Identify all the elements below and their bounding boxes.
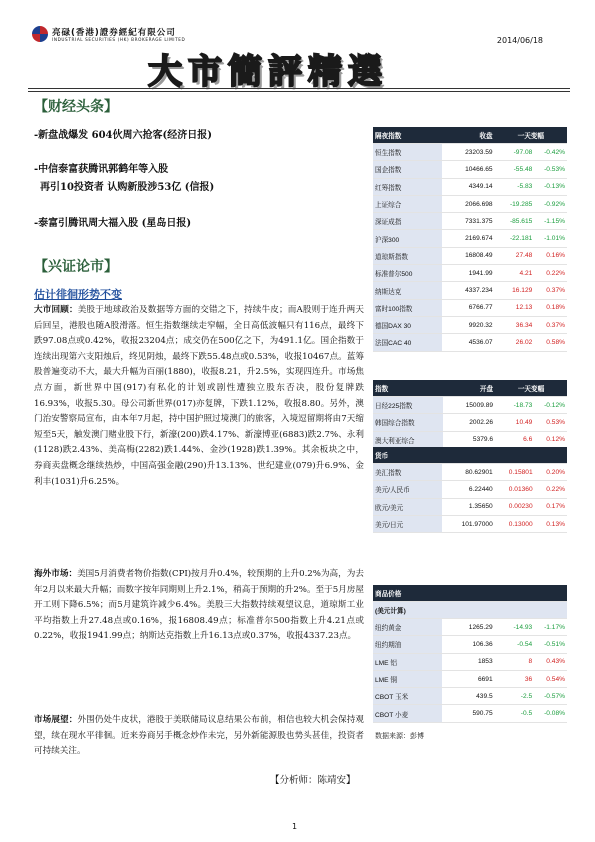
row-name: 深证成指 xyxy=(373,213,442,230)
row-percent: -0.92% xyxy=(534,195,567,212)
row-value: 16808.49 xyxy=(442,247,494,264)
table-row xyxy=(373,195,567,212)
overseas-market-text: 美国5月消费者物价指数(CPI)按月升0.4%，较预期的上升0.2%为高，为去年2月以来最大升幅；而数字按年同期则上升2.1%，稍高于预期的升2%。至于5月房屋开工则下降6.5%；而5月建筑许减少6.4%。美股三大指数持续观望议息，道琼斯工业平均指数上升27.48点或0.16%，报16808.49点；标准普尔500指数上升4.21点或0.22%，收报1941.99点；纳斯达克指数上升16.13点或0.37%，收报4337.23点。 xyxy=(34,569,364,642)
row-change: -18.73 xyxy=(495,397,534,414)
row-change: 0.13000 xyxy=(495,515,535,532)
headline-2-continued: 再引10投资者 认购新股涉53亿 (信报) xyxy=(40,182,215,193)
row-name: CBOT 小麦 xyxy=(373,705,442,722)
row-change: -5.83 xyxy=(495,178,535,195)
subheader-cell: (美元计算) xyxy=(373,602,567,619)
row-change: -2.5 xyxy=(495,688,535,705)
row-percent: -1.15% xyxy=(534,213,567,230)
row-change: 26.02 xyxy=(495,334,535,351)
row-change: -22.181 xyxy=(495,230,535,247)
row-percent: -0.08% xyxy=(534,705,567,722)
row-percent: 0.12% xyxy=(534,431,567,448)
table-row xyxy=(373,265,567,282)
header-cell: 一天变幅 xyxy=(495,380,567,397)
row-name: 美汇指数 xyxy=(373,464,442,481)
row-name: 韩国综合指数 xyxy=(373,414,443,431)
row-name: 澳大利亚综合 xyxy=(373,431,443,448)
closing-indices-table xyxy=(373,127,567,352)
table-row xyxy=(373,213,567,230)
row-name: 道琼斯指数 xyxy=(373,247,442,264)
row-percent: -0.42% xyxy=(534,144,567,161)
header-cell: 指数 xyxy=(373,380,443,397)
opening-rows xyxy=(373,397,567,449)
row-percent: 0.37% xyxy=(534,282,567,299)
commodities-table xyxy=(373,585,567,723)
row-change: -85.615 xyxy=(495,213,535,230)
table-header xyxy=(373,127,567,144)
row-percent: 0.22% xyxy=(534,265,567,282)
company-logo-icon xyxy=(32,26,48,42)
row-value: 1.35650 xyxy=(442,498,495,515)
row-percent: 0.16% xyxy=(534,247,567,264)
outlook-text: 外围仍处牛皮状，港股于美联储局议息结果公布前，相信也较大机会保持观望，续在现水平徘徊。近来券商另手概念炒作未完，另外新能源股也势头甚佳，投资者可持续关注。 xyxy=(34,715,364,757)
table-row xyxy=(373,282,567,299)
row-name: 上证综合 xyxy=(373,195,442,212)
overseas-market-label: 海外市场： xyxy=(34,569,78,579)
headline-2: -中信泰富获腾讯郭鹤年等入股 xyxy=(34,164,169,175)
section-title-finance: 【财经头条】 xyxy=(34,99,118,115)
row-percent: 0.43% xyxy=(534,653,567,670)
row-change: 0.15801 xyxy=(495,464,535,481)
header-cell: 商品价格 xyxy=(373,585,567,602)
row-change: 8 xyxy=(495,653,535,670)
table-row xyxy=(373,464,567,481)
row-value: 10466.65 xyxy=(442,161,494,178)
row-percent: 0.17% xyxy=(535,498,567,515)
table-row xyxy=(373,178,567,195)
header-cell: 一天变幅 xyxy=(495,127,567,144)
page-title: 大市簡評精選 xyxy=(148,52,388,92)
row-value: 1265.29 xyxy=(442,619,494,636)
closing-rows xyxy=(373,144,567,352)
row-value: 4349.14 xyxy=(442,178,494,195)
row-name: 国企指数 xyxy=(373,161,442,178)
table-row xyxy=(373,431,567,448)
table-subheader xyxy=(373,602,567,619)
row-name: 红筹指数 xyxy=(373,178,442,195)
row-name: 日经225指数 xyxy=(373,397,443,414)
header-cell: 开盘 xyxy=(443,380,495,397)
header-divider-2 xyxy=(28,91,570,92)
table-row xyxy=(373,619,567,636)
row-change: 16.129 xyxy=(495,282,535,299)
analyst-signature: 【分析师：陈靖安】 xyxy=(270,775,356,786)
headline-1: -新盘战爆发 604伙周六抢客(经济日报) xyxy=(34,130,212,141)
row-change: 4.21 xyxy=(495,265,535,282)
commodity-rows xyxy=(373,619,567,723)
row-change: -14.93 xyxy=(495,619,535,636)
row-percent: 0.18% xyxy=(534,299,567,316)
row-percent: -1.01% xyxy=(534,230,567,247)
row-name: 法国CAC 40 xyxy=(373,334,442,351)
outlook-label: 市场展望： xyxy=(34,715,78,725)
table-row xyxy=(373,247,567,264)
market-review-label: 大市回顾： xyxy=(34,305,78,315)
row-name: CBOT 玉米 xyxy=(373,688,442,705)
row-value: 5379.6 xyxy=(443,431,495,448)
row-value: 2066.698 xyxy=(442,195,494,212)
company-name-en: INDUSTRIAL SECURITIES (HK) BROKERAGE LIMITED xyxy=(52,37,186,42)
row-name: 标准普尔500 xyxy=(373,265,442,282)
row-name: 欧元/美元 xyxy=(373,498,442,515)
row-name: 德国DAX 30 xyxy=(373,316,442,333)
market-review-paragraph xyxy=(34,303,364,490)
row-name: 恒生指数 xyxy=(373,144,442,161)
row-value: 6766.77 xyxy=(442,299,494,316)
row-change: 0.00230 xyxy=(495,498,535,515)
market-review-text: 美股于地球政治及数据等方面的交错之下，持续牛皮；而A股则于连升两天后回呈，港股也随A股滑落。恒生指数继续走窄幅，全日高低波幅只有116点，最终下跌97.08点或0.42%，收报23204点；成交仍在500亿之下，为491.1亿。国企指数于连续出现第六支阳烛后，终见阴烛，最终下跌55.48点或0.53%，收报10467点。蓝筹股普遍变动不大，最大升幅为百丽(1880)，收报8.21，升2.5%，实现四连升。市场焦点方面，新世界中国(917)有私化的计划或剧性遭独立股东否决，股份复牌跌16.93%，收报5.30。母公司新世界(017)亦复牌，下跌1.12%，收报8.80。另外，澳门治安警察局宣布，由本年7月起，持中国护照过境澳门的旅客，入境逗留期将由7天缩短至5天，触发澳门赌业股下行，新濠(200)跌4.17%、新濠博亚(6883)跌2.7%、永利(1128)跌2.43%、美高梅(2282)跌1.44%、金沙(1928)跌1.39%。其余板块之中，券商卖盘概念继续热炒，中国高强金融(290)升13.13%、世纪建业(079)升6.9%、金利丰(1031)升6.25%。 xyxy=(34,305,364,487)
row-value: 1853 xyxy=(442,653,494,670)
opening-indices-table xyxy=(373,380,567,449)
row-percent: 0.20% xyxy=(535,464,567,481)
row-change: -97.08 xyxy=(495,144,535,161)
row-change: 0.01360 xyxy=(495,481,535,498)
table-row xyxy=(373,688,567,705)
company-name-cn: 亮碌(香港)證券經紀有限公司 xyxy=(52,28,176,38)
table-row xyxy=(373,316,567,333)
row-percent: -0.57% xyxy=(534,688,567,705)
row-value: 439.5 xyxy=(442,688,494,705)
row-name: 富时100指数 xyxy=(373,299,442,316)
row-change: 10.49 xyxy=(495,414,534,431)
row-change: -0.54 xyxy=(495,636,535,653)
commentary-subtitle: 估计徘徊形势不变 xyxy=(34,288,122,301)
table-row xyxy=(373,636,567,653)
row-value: 2002.26 xyxy=(443,414,495,431)
row-name: LME 铜 xyxy=(373,670,442,687)
table-row xyxy=(373,481,567,498)
row-percent: -0.53% xyxy=(534,161,567,178)
row-name: 美元/日元 xyxy=(373,515,442,532)
row-percent: -1.17% xyxy=(534,619,567,636)
row-value: 9920.32 xyxy=(442,316,494,333)
table-row xyxy=(373,299,567,316)
header-cell: 收盘 xyxy=(442,127,494,144)
header-cell: 货币 xyxy=(373,447,567,464)
row-change: -55.48 xyxy=(495,161,535,178)
header-cell: 隔夜指数 xyxy=(373,127,442,144)
row-value: 106.36 xyxy=(442,636,494,653)
table-row xyxy=(373,670,567,687)
fx-rows xyxy=(373,464,567,533)
page-number: 1 xyxy=(292,822,298,831)
row-value: 590.75 xyxy=(442,705,494,722)
table-row xyxy=(373,653,567,670)
outlook-paragraph xyxy=(34,713,364,760)
row-name: 沪深300 xyxy=(373,230,442,247)
table-header xyxy=(373,585,567,602)
row-change: 12.13 xyxy=(495,299,535,316)
row-value: 6691 xyxy=(442,670,494,687)
header-divider xyxy=(28,88,570,89)
table-row xyxy=(373,515,567,532)
section-title-commentary: 【兴证论市】 xyxy=(34,259,118,275)
fx-table xyxy=(373,447,567,533)
row-change: 36 xyxy=(495,670,535,687)
row-name: 纽约黄金 xyxy=(373,619,442,636)
row-percent: 0.53% xyxy=(534,414,567,431)
table-header xyxy=(373,380,567,397)
row-name: 纽约期油 xyxy=(373,636,442,653)
row-value: 15009.89 xyxy=(443,397,495,414)
row-name: 美元/人民币 xyxy=(373,481,442,498)
row-change: 27.48 xyxy=(495,247,535,264)
row-name: LME 铝 xyxy=(373,653,442,670)
row-name: 纳斯达克 xyxy=(373,282,442,299)
table-row xyxy=(373,397,567,414)
row-value: 4536.07 xyxy=(442,334,494,351)
row-change: 6.6 xyxy=(495,431,534,448)
row-value: 80.62901 xyxy=(442,464,495,481)
row-percent: -0.13% xyxy=(534,178,567,195)
row-percent: 0.22% xyxy=(535,481,567,498)
data-source-note: 数据来源：彭博 xyxy=(375,732,424,740)
table-row xyxy=(373,705,567,722)
row-percent: 0.37% xyxy=(534,316,567,333)
row-value: 101.97000 xyxy=(442,515,495,532)
row-value: 2169.674 xyxy=(442,230,494,247)
row-change: -19.285 xyxy=(495,195,535,212)
row-value: 7331.375 xyxy=(442,213,494,230)
row-value: 6.22440 xyxy=(442,481,495,498)
row-percent: -0.12% xyxy=(534,397,567,414)
overseas-market-paragraph xyxy=(34,567,364,645)
report-date: 2014/06/18 xyxy=(496,36,543,45)
table-header xyxy=(373,447,567,464)
row-percent: 0.54% xyxy=(534,670,567,687)
row-percent: 0.13% xyxy=(535,515,567,532)
table-row xyxy=(373,498,567,515)
table-row xyxy=(373,414,567,431)
table-row xyxy=(373,230,567,247)
table-row xyxy=(373,334,567,351)
row-value: 23203.59 xyxy=(442,144,494,161)
headline-3: -泰富引腾讯周大福入股 (星岛日报) xyxy=(34,218,192,229)
row-value: 1941.99 xyxy=(442,265,494,282)
row-change: 36.34 xyxy=(495,316,535,333)
row-value: 4337.234 xyxy=(442,282,494,299)
row-percent: 0.58% xyxy=(534,334,567,351)
table-row xyxy=(373,144,567,161)
table-row xyxy=(373,161,567,178)
row-change: -0.5 xyxy=(495,705,535,722)
row-percent: -0.51% xyxy=(534,636,567,653)
